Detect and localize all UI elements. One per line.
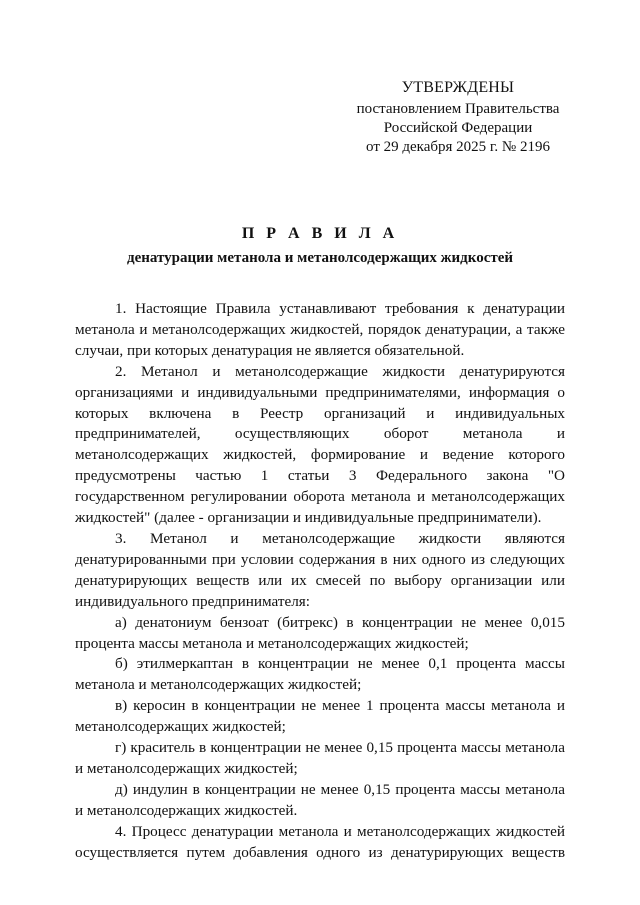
document-body bbox=[75, 299, 565, 863]
paragraph-3a: а) денатониум бензоат (битрекс) в концентрации не менее 0,015 процента массы метанола и метанолсодержащих жидкостей; bbox=[75, 613, 565, 652]
approval-stamp bbox=[332, 78, 584, 157]
paragraph-2: 2. Метанол и метанолсодержащие жидкости денатурируются организациями и индивидуальными предпринимателями, информация о которых включена в Реестр организаций и индивидуальных предпринимателей, осуществляющих оборот метанола и метанолсодержащих жидкостей, формирование и ведение которого предусмотрены частью 1 статьи 3 Федерального закона "О государственном регулировании оборота метанола и метанолсодержащих жидкостей" (далее - организации и индивидуальные предприниматели). bbox=[75, 362, 565, 527]
paragraph-3: 3. Метанол и метанолсодержащие жидкости являются денатурированными при условии содержания в них одного из следующих денатурирующих веществ или их смесей по выбору организации или индивидуального предпринимателя: bbox=[75, 529, 565, 610]
paragraph-3b: б) этилмеркаптан в концентрации не менее 0,1 процента массы метанола и метанолсодержащих жидкостей; bbox=[75, 655, 565, 694]
paragraph-1: 1. Настоящие Правила устанавливают требования к денатурации метанола и метанолсодержащих жидкостей, порядок денатурации, а также случаи, при которых денатурация не является обязательной. bbox=[75, 300, 565, 359]
document-subtitle: денатурации метанола и метанолсодержащих жидкостей bbox=[126, 250, 514, 266]
paragraph-3d: г) краситель в концентрации не менее 0,15 процента массы метанола и метанолсодержащих жидкостей; bbox=[75, 739, 565, 777]
approval-line-2: Российской Федерации bbox=[383, 120, 533, 136]
approval-line-3: от 29 декабря 2025 г. № 2196 bbox=[366, 139, 550, 155]
paragraph-3e: д) индулин в концентрации не менее 0,15 процента массы метанола и метанолсодержащих жидкостей. bbox=[75, 780, 565, 819]
paragraph-3c: в) керосин в концентрации не менее 1 процента массы метанола и метанолсодержащих жидкостей; bbox=[75, 697, 565, 736]
approval-line-1: постановлением Правительства bbox=[356, 101, 560, 117]
approval-heading: УТВЕРЖДЕНЫ bbox=[401, 79, 515, 96]
document-title: П Р А В И Л А bbox=[241, 225, 399, 242]
paragraph-4: 4. Процесс денатурации метанола и метанолсодержащих жидкостей осуществляется путем добавления одного из денатурирующих веществ bbox=[75, 822, 565, 861]
